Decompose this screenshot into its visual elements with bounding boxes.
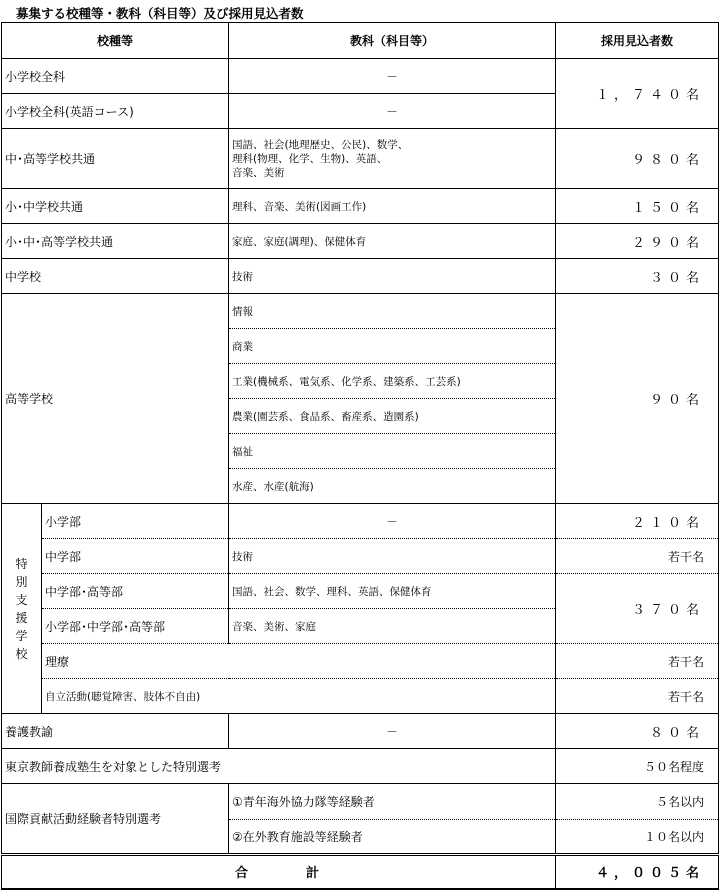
- subject-cell: 水産、水産(航海): [229, 469, 556, 504]
- count-cell: ３７０名: [556, 574, 719, 644]
- table-row: [2, 224, 719, 259]
- subject-cell: －: [229, 504, 556, 539]
- count-cell: ３０名: [556, 259, 719, 294]
- total-label: 合計: [2, 855, 556, 889]
- count-cell: ８０名: [556, 714, 719, 749]
- recruitment-table: [1, 22, 719, 890]
- header-subject: 教科（科目等）: [229, 23, 556, 59]
- total-row: [2, 855, 719, 889]
- subject-cell: 農業(園芸系、食品系、畜産系、造園系): [229, 399, 556, 434]
- count-cell: １，７４０名: [556, 59, 719, 129]
- count-cell: １５０名: [556, 189, 719, 224]
- dept-cell: 中学部: [42, 539, 229, 574]
- table-row: [2, 504, 719, 539]
- count-cell: ５名以内: [556, 784, 719, 820]
- dept-cell: 小学部: [42, 504, 229, 539]
- count-cell: １０名以内: [556, 820, 719, 855]
- school-cell: 東京教師養成塾生を対象とした特別選考: [2, 749, 556, 784]
- count-cell: ９０名: [556, 294, 719, 504]
- count-cell: 若干名: [556, 644, 719, 679]
- subject-line: 理科(物理、化学、生物)、英語、: [232, 152, 388, 165]
- subject-cell: ①青年海外協力隊等経験者: [229, 784, 556, 820]
- table-row: [2, 59, 719, 94]
- table-row: [2, 679, 719, 714]
- count-cell: 若干名: [556, 679, 719, 714]
- table-row: [2, 129, 719, 189]
- table-row: [2, 784, 719, 820]
- table-row: [2, 539, 719, 574]
- subject-cell: －: [229, 59, 556, 94]
- subject-cell: 福祉: [229, 434, 556, 469]
- subject-line: 音楽、美術: [232, 166, 285, 179]
- school-cell: 小･中･高等学校共通: [2, 224, 229, 259]
- subject-cell: 国語、社会、数学、理科、英語、保健体育: [229, 574, 556, 609]
- subject-cell: [229, 129, 556, 189]
- subject-cell: ②在外教育施設等経験者: [229, 820, 556, 855]
- table-row: [2, 259, 719, 294]
- table-row: [2, 644, 719, 679]
- table-row: [2, 749, 719, 784]
- count-cell: ５０名程度: [556, 749, 719, 784]
- school-cell: 小学校全科(英語コース): [2, 94, 229, 129]
- subject-cell: －: [229, 714, 556, 749]
- school-cell: 中･高等学校共通: [2, 129, 229, 189]
- school-cell: 小･中学校共通: [2, 189, 229, 224]
- page-title: 募集する校種等・教科（科目等）及び採用見込者数: [16, 6, 304, 21]
- subject-cell: 技術: [229, 539, 556, 574]
- special-support-label: 特別支援学校: [2, 504, 42, 714]
- school-cell: 中学校: [2, 259, 229, 294]
- subject-line: 国語、社会(地理歴史、公民)、数学、: [232, 138, 409, 151]
- school-cell: 養護教諭: [2, 714, 229, 749]
- dept-cell: 自立活動(聴覚障害、肢体不自由): [42, 679, 556, 714]
- subject-cell: 情報: [229, 294, 556, 329]
- subject-cell: 理科、音楽、美術(図画工作): [229, 189, 556, 224]
- count-cell: ２１０名: [556, 504, 719, 539]
- table-row: [2, 574, 719, 609]
- subject-cell: 工業(機械系、電気系、化学系、建築系、工芸系): [229, 364, 556, 399]
- total-count: ４，００５名: [556, 855, 719, 889]
- table-row: [2, 294, 719, 329]
- dept-cell: 中学部･高等部: [42, 574, 229, 609]
- subject-cell: 商業: [229, 329, 556, 364]
- count-cell: 若干名: [556, 539, 719, 574]
- dept-cell: 小学部･中学部･高等部: [42, 609, 229, 644]
- header-school: 校種等: [2, 23, 229, 59]
- school-cell: 国際貢献活動経験者特別選考: [2, 784, 229, 855]
- subject-cell: 音楽、美術、家庭: [229, 609, 556, 644]
- count-cell: ２９０名: [556, 224, 719, 259]
- subject-cell: 技術: [229, 259, 556, 294]
- dept-cell: 理療: [42, 644, 556, 679]
- subject-cell: －: [229, 94, 556, 129]
- header-row: [2, 23, 719, 59]
- header-count: 採用見込者数: [556, 23, 719, 59]
- school-cell: 高等学校: [2, 294, 229, 504]
- subject-cell: 家庭、家庭(調理)、保健体育: [229, 224, 556, 259]
- count-cell: ９８０名: [556, 129, 719, 189]
- school-cell: 小学校全科: [2, 59, 229, 94]
- table-row: [2, 189, 719, 224]
- table-row: [2, 714, 719, 749]
